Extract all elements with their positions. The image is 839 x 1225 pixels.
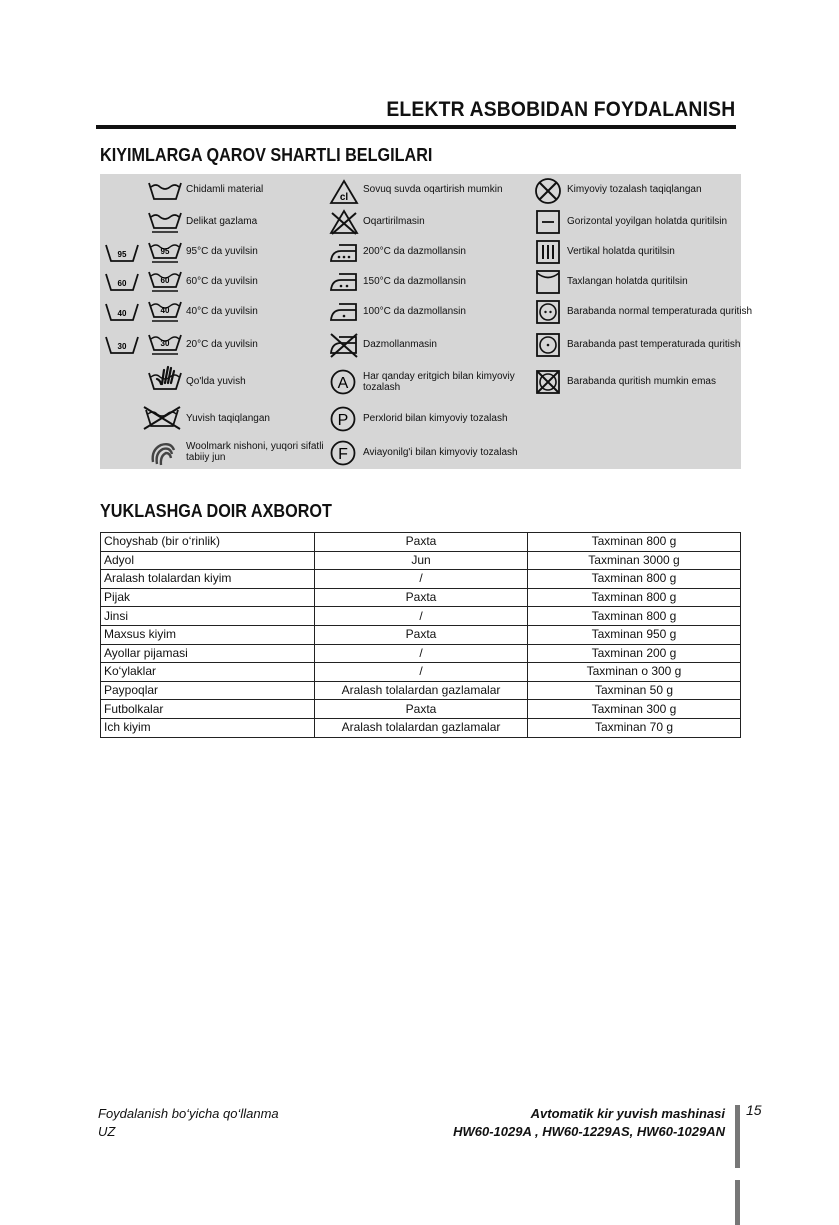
- care-symbols-panel: [100, 174, 753, 469]
- item-cell: Paypoqlar: [101, 681, 315, 700]
- bleach-cl-icon: [329, 179, 359, 205]
- no-bleach-icon: [329, 209, 359, 235]
- item-cell: Futbolkalar: [101, 700, 315, 719]
- washtub-temp-icon: [105, 301, 139, 323]
- table-row: [101, 663, 741, 682]
- symbol-label: 60°C da yuvilsin: [186, 276, 258, 287]
- weight-cell: Taxminan 3000 g: [528, 551, 741, 570]
- material-cell: /: [315, 663, 528, 682]
- dryclean-glyph: P: [337, 412, 349, 429]
- footer-right: [453, 1105, 725, 1141]
- symbol-label: Delikat gazlama: [186, 216, 258, 227]
- dryclean-glyph: A: [337, 375, 349, 392]
- woolmark-icon: [149, 440, 177, 468]
- header-rule: [96, 125, 736, 129]
- item-cell: Pijak: [101, 588, 315, 607]
- material-cell: Aralash tolalardan gazlamalar: [315, 718, 528, 737]
- manual-title: Foydalanish bo‘yicha qo‘llanma: [98, 1106, 279, 1121]
- symbol-label: 20°C da yuvilsin: [186, 339, 258, 350]
- bleach-glyph: cl: [339, 192, 349, 203]
- tumble-dry-normal-icon: [536, 300, 560, 324]
- symbol-label: Barabanda quritish mumkin emas: [567, 376, 716, 387]
- table-row: [101, 570, 741, 589]
- material-cell: Paxta: [315, 700, 528, 719]
- weight-cell: Taxminan 800 g: [528, 570, 741, 589]
- washtub-temp-icon: [148, 299, 182, 323]
- language-code: UZ: [98, 1124, 116, 1139]
- weight-cell: Taxminan 200 g: [528, 644, 741, 663]
- dryclean-a-icon: [330, 369, 356, 395]
- symbol-label: 95°C da yuvilsin: [186, 246, 258, 257]
- item-cell: Jinsi: [101, 607, 315, 626]
- temp-text: 60: [160, 276, 170, 285]
- weight-cell: Taxminan 300 g: [528, 700, 741, 719]
- item-cell: Choyshab (bir o‘rinlik): [101, 533, 315, 552]
- symbol-label: Barabanda past temperaturada quritish: [567, 339, 741, 350]
- washtub-temp-icon: [148, 269, 182, 293]
- table-row: [101, 551, 741, 570]
- load-table: [100, 532, 741, 738]
- tumble-dry-low-icon: [536, 333, 560, 357]
- table-row: [101, 588, 741, 607]
- temp-text: 40: [160, 306, 170, 315]
- washtub-temp-icon: [148, 332, 182, 356]
- symbol-label: Sovuq suvda oqartirish mumkin: [363, 184, 503, 195]
- weight-cell: Taxminan 800 g: [528, 607, 741, 626]
- dry-flat-icon: [536, 210, 560, 234]
- weight-cell: Taxminan 800 g: [528, 533, 741, 552]
- washtub-temp-icon: [148, 240, 182, 264]
- symbol-label: Perxlorid bilan kimyoviy tozalash: [363, 413, 508, 424]
- page-edge-gap: [735, 1168, 740, 1180]
- drip-dry-icon: [536, 240, 560, 264]
- temp-text: 40: [117, 309, 127, 318]
- page-header-title: ELEKTR ASBOBIDAN FOYDALANISH: [386, 98, 735, 121]
- item-cell: Aralash tolalardan kiyim: [101, 570, 315, 589]
- symbol-label: Aviayonilg'i bilan kimyoviy tozalash: [363, 447, 518, 458]
- temp-text: 30: [117, 342, 127, 351]
- item-cell: Ko‘ylaklar: [101, 663, 315, 682]
- no-dryclean-icon: [534, 177, 562, 205]
- table-row: [101, 700, 741, 719]
- item-cell: Ayollar pijamasi: [101, 644, 315, 663]
- iron-1-dot-icon: [329, 301, 359, 323]
- symbol-label: Har qanday eritgich bilan kimyoviy tozalash: [363, 371, 515, 393]
- material-cell: Paxta: [315, 588, 528, 607]
- hand-wash-icon: [148, 364, 182, 392]
- item-cell: Ich kiyim: [101, 718, 315, 737]
- material-cell: Aralash tolalardan gazlamalar: [315, 681, 528, 700]
- symbol-label: Yuvish taqiqlangan: [186, 413, 270, 424]
- footer-left: [98, 1105, 279, 1141]
- iron-2-dots-icon: [329, 271, 359, 293]
- symbol-label: Chidamli material: [186, 184, 264, 195]
- temp-text: 95: [117, 250, 127, 259]
- weight-cell: Taxminan 70 g: [528, 718, 741, 737]
- material-cell: /: [315, 644, 528, 663]
- temp-text: 30: [160, 339, 170, 348]
- symbol-label: Gorizontal yoyilgan holatda quritilsin: [567, 216, 728, 227]
- table-row: [101, 644, 741, 663]
- table-row: [101, 533, 741, 552]
- symbol-label: Qo'lda yuvish: [186, 376, 246, 387]
- material-cell: Paxta: [315, 533, 528, 552]
- symbol-label: 150°C da dazmollansin: [363, 276, 466, 287]
- table-row: [101, 718, 741, 737]
- symbol-label: Oqartirilmasin: [363, 216, 425, 227]
- symbol-label: 100°C da dazmollansin: [363, 306, 466, 317]
- material-cell: /: [315, 570, 528, 589]
- weight-cell: Taxminan 800 g: [528, 588, 741, 607]
- iron-3-dots-icon: [329, 242, 359, 264]
- material-cell: Jun: [315, 551, 528, 570]
- item-cell: Adyol: [101, 551, 315, 570]
- no-tumble-dry-icon: [536, 370, 560, 394]
- weight-cell: Taxminan o 300 g: [528, 663, 741, 682]
- washtub-icon: [148, 180, 182, 202]
- line-dry-icon: [536, 270, 560, 294]
- table-row: [101, 625, 741, 644]
- washtub-temp-icon: [105, 242, 139, 264]
- symbol-label: 200°C da dazmollansin: [363, 246, 466, 257]
- weight-cell: Taxminan 950 g: [528, 625, 741, 644]
- dryclean-p-icon: [330, 406, 356, 432]
- symbol-label: Barabanda normal temperaturada quritish: [567, 306, 753, 317]
- symbol-label: Vertikal holatda quritilsin: [567, 246, 675, 257]
- temp-text: 60: [117, 279, 127, 288]
- washtub-temp-icon: [105, 334, 139, 356]
- washtub-delicate-icon: [148, 210, 182, 234]
- care-section-title: KIYIMLARGA QAROV SHARTLI BELGILARI: [100, 145, 433, 165]
- symbol-label: Taxlangan holatda quritilsin: [567, 276, 688, 287]
- item-cell: Maxsus kiyim: [101, 625, 315, 644]
- dryclean-glyph: F: [338, 446, 348, 463]
- do-not-wash-icon: [142, 406, 182, 430]
- washtub-temp-icon: [105, 271, 139, 293]
- page-number: 15: [746, 1102, 762, 1118]
- symbol-label: Dazmollanmasin: [363, 339, 437, 350]
- dryclean-f-icon: [330, 440, 356, 466]
- symbol-label: 40°C da yuvilsin: [186, 306, 258, 317]
- no-iron-icon: [329, 332, 359, 358]
- weight-cell: Taxminan 50 g: [528, 681, 741, 700]
- table-row: [101, 607, 741, 626]
- symbol-label: Kimyoviy tozalash taqiqlangan: [567, 184, 702, 195]
- model-numbers: HW60-1029A , HW60-1229AS, HW60-1029AN: [453, 1124, 725, 1139]
- temp-text: 95: [160, 247, 170, 256]
- material-cell: /: [315, 607, 528, 626]
- table-row: [101, 681, 741, 700]
- load-section-title: YUKLASHGA DOIR AXBOROT: [100, 501, 332, 521]
- symbol-label: Woolmark nishoni, yuqori sifatli tabiiy jun: [186, 441, 324, 463]
- material-cell: Paxta: [315, 625, 528, 644]
- product-name: Avtomatik kir yuvish mashinasi: [530, 1106, 725, 1121]
- page-edge-bar: [735, 1105, 740, 1225]
